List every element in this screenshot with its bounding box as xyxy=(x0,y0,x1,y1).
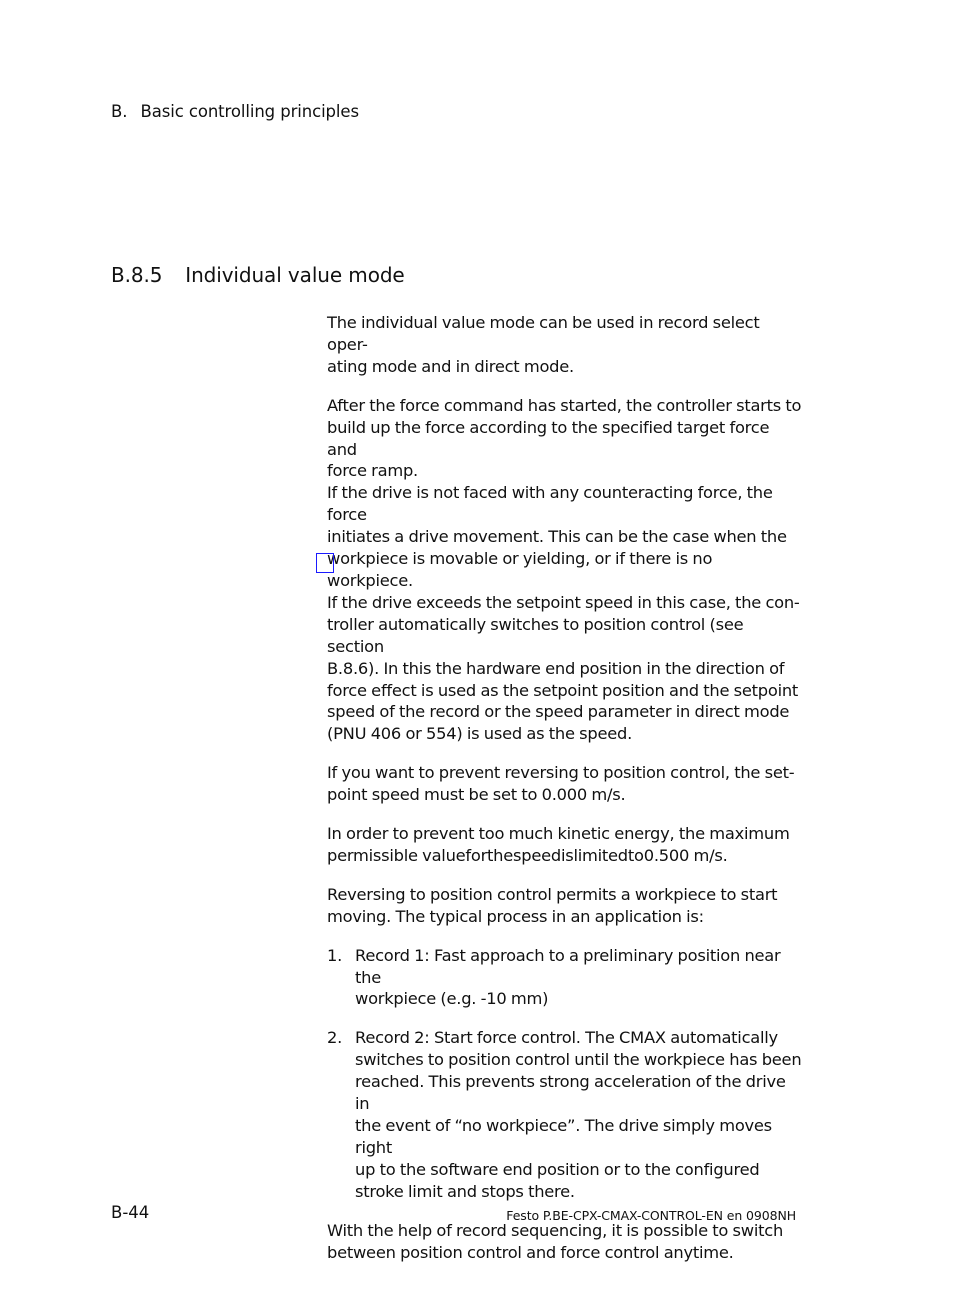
list-item xyxy=(327,1027,802,1202)
body-text xyxy=(327,312,802,1280)
page-number: B-44 xyxy=(111,1203,150,1222)
paragraph: In order to prevent too much kinetic energy, the maximum permissible valueforthespeedislimitedto0.500 m/s. xyxy=(327,824,790,865)
list-text: Record 2: Start force control. The CMAX automatically switches to position control until the workpiece has been reached. This prevents strong acceleration of the drive in the event of “no workpiece”. The drive simply moves right up to the software end position or to the configured stroke limit and stops there. xyxy=(355,1028,802,1201)
document-id: Festo P.BE-CPX-CMAX-CONTROL-EN en 0908NH xyxy=(506,1208,796,1223)
chapter-number: B. xyxy=(111,102,128,121)
paragraph: If you want to prevent reversing to position control, the set- point speed must be set to 0.000 m/s. xyxy=(327,763,795,805)
running-header xyxy=(111,102,359,121)
paragraph: If the drive is not faced with any counteracting force, the force initiates a drive movement. This can be the case when the workpiece is movable or yielding, or if there is no workpiece. If the drive exceeds the setpoint speed in this case, the con- troller automatically switches to position control (see section B.8.6). In this the hardware end position in the direction of force effect is used as the setpoint position and the setpoint speed of the record or the speed parameter in direct mode (PNU 406 or 554) is used as the speed. xyxy=(327,483,800,744)
paragraph: The individual value mode can be used in record select oper- ating mode and in direct mode. xyxy=(327,313,760,376)
section-heading xyxy=(111,263,405,287)
list-index: 2. xyxy=(327,1028,343,1048)
list-item xyxy=(327,945,802,1011)
list-index: 1. xyxy=(327,945,343,965)
paragraph: Reversing to position control permits a workpiece to start moving. The typical process in an application is: xyxy=(327,884,778,926)
list-text: Record 1: Fast approach to a preliminary position near the workpiece (e.g. -10 mm) xyxy=(355,945,781,1009)
paragraph: After the force command has started, the controller starts to build up the force according to the specified target force and force ramp. xyxy=(327,395,802,481)
section-title: Individual value mode xyxy=(185,263,405,287)
section-number: B.8.5 xyxy=(111,263,163,287)
chapter-title: Basic controlling principles xyxy=(140,102,359,121)
section-reference-link[interactable] xyxy=(316,553,334,573)
closing-paragraph: With the help of record sequencing, it is possible to switch between position control and force control anytime. xyxy=(327,1220,784,1262)
